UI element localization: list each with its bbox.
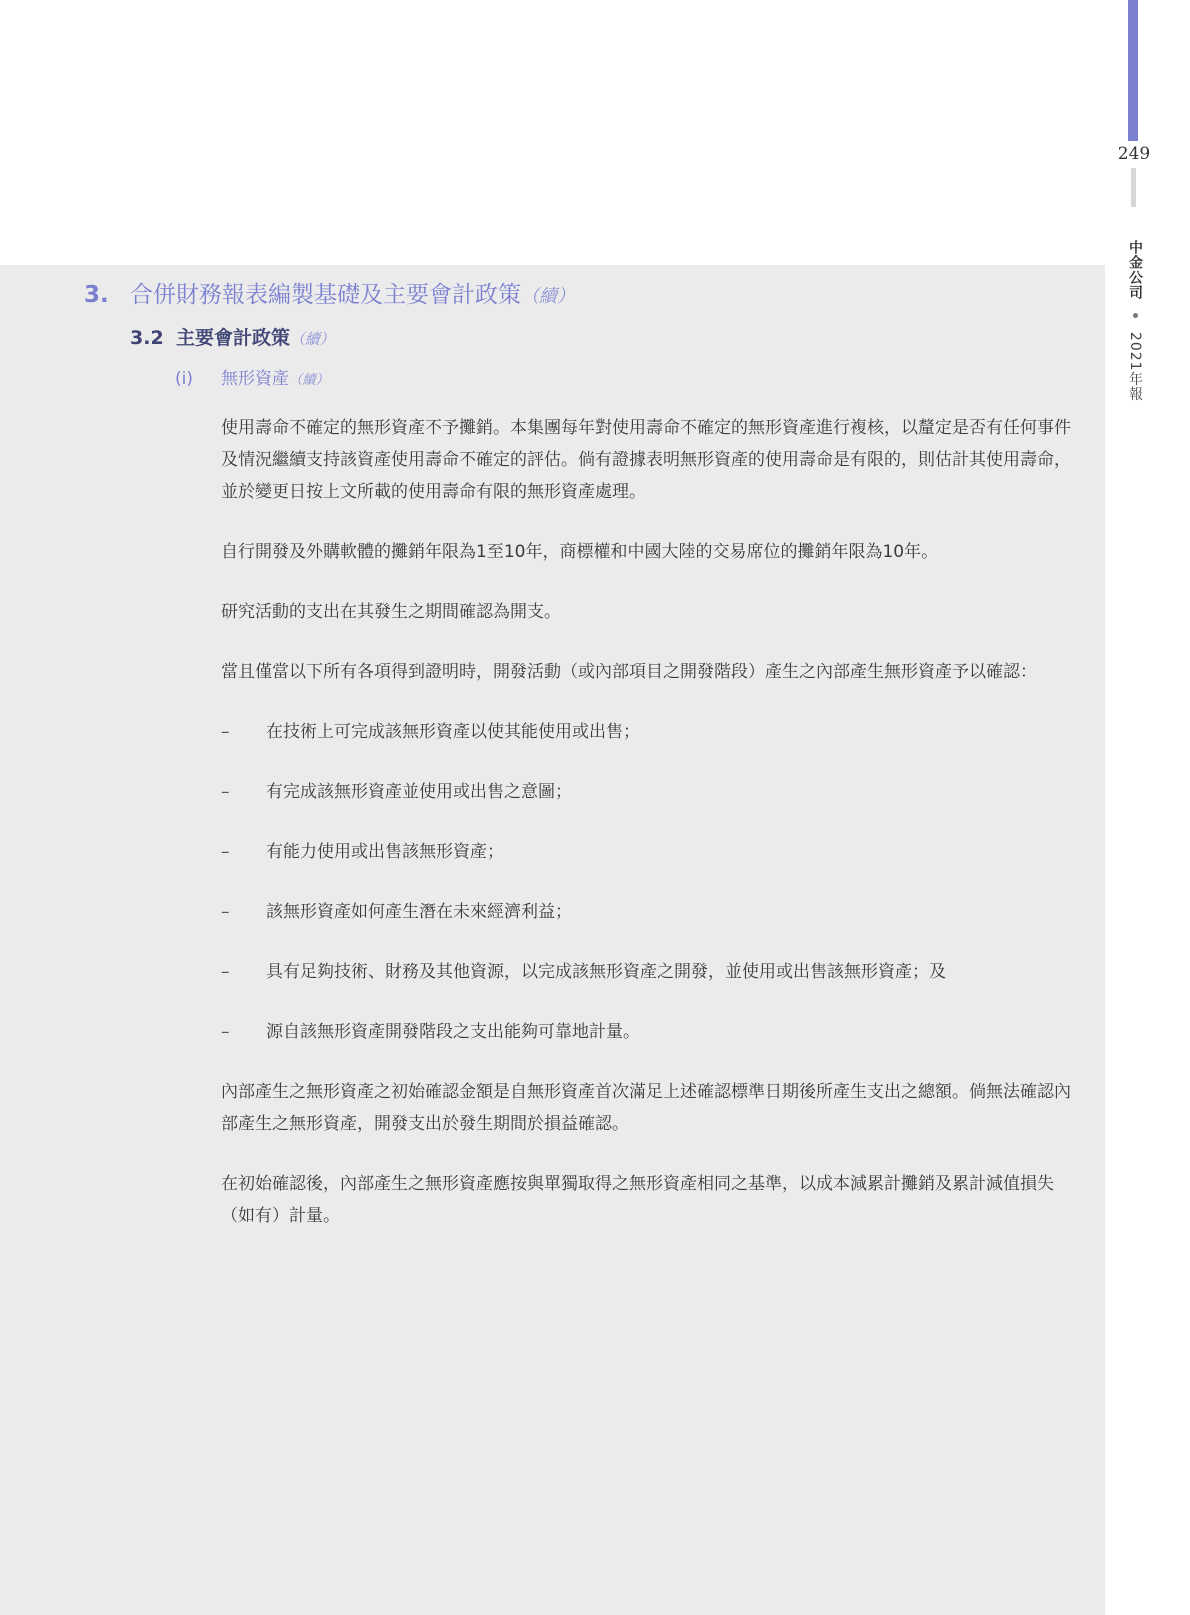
- list-item-text: 有能力使用或出售該無形資產；: [266, 842, 504, 862]
- list-item: [221, 836, 1077, 868]
- list-item: [221, 1016, 1077, 1048]
- bullet-dash: –: [221, 842, 230, 862]
- section-title: 合併財務報表編製基礎及主要會計政策: [130, 282, 521, 308]
- list-item-text: 源自該無形資產開發階段之支出能夠可靠地計量。: [266, 1022, 640, 1042]
- subsection-continued-marker: （續）: [290, 331, 335, 348]
- list-item-text: 有完成該無形資產並使用或出售之意圖；: [266, 782, 572, 802]
- side-divider-bar: [1131, 168, 1136, 207]
- section-number: 3.: [84, 282, 109, 308]
- section-continued-marker: （續）: [521, 286, 575, 307]
- section-heading: [84, 280, 575, 312]
- paragraph-research-expense: 研究活動的支出在其發生之期間確認為開支。: [221, 602, 561, 622]
- bullet-dash: –: [221, 962, 230, 982]
- list-item: [221, 776, 1077, 808]
- bullet-dash: –: [221, 1022, 230, 1042]
- subsection-number: 3.2: [130, 327, 164, 349]
- paragraph-recognition-criteria: 當且僅當以下所有各項得到證明時，開發活動（或內部項目之開發階段）產生之內部產生無形資產予以確認：: [221, 662, 1037, 682]
- list-item-text: 該無形資產如何產生潛在未來經濟利益；: [266, 902, 572, 922]
- paragraph-initial-recognition: 內部產生之無形資產之初始確認金額是自無形資產首次滿足上述確認標準日期後所產生支出之總額。倘無法確認內部產生之無形資產，開發支出於發生期間於損益確認。: [221, 1082, 1071, 1134]
- list-item: [221, 896, 1077, 928]
- subsection-title: 主要會計政策: [176, 327, 291, 349]
- company-name: 中金公司: [1127, 240, 1143, 300]
- paragraph-subsequent-measurement: 在初始確認後，內部產生之無形資產應按與單獨取得之無形資產相同之基準，以成本減累計攤銷及累計減值損失（如有）計量。: [221, 1174, 1054, 1226]
- list-item-text: 在技術上可完成該無形資產以使其能使用或出售；: [266, 722, 640, 742]
- subsection-heading: [130, 325, 334, 353]
- list-item: [221, 716, 1077, 748]
- item-continued-marker: （續）: [289, 373, 329, 388]
- paragraph-amortisation-period: 自行開發及外購軟體的攤銷年限為1至10年，商標權和中國大陸的交易席位的攤銷年限為10年。: [221, 542, 939, 562]
- body-text: [221, 412, 1077, 1260]
- bullet-dash: –: [221, 902, 230, 922]
- item-title: 無形資產: [221, 369, 289, 389]
- report-title: 2021年報: [1127, 331, 1143, 402]
- separator-dot: [1133, 313, 1138, 318]
- list-item: [221, 956, 1077, 988]
- side-caption: [1123, 240, 1147, 402]
- list-item-text: 具有足夠技術、財務及其他資源，以完成該無形資產之開發，並使用或出售該無形資產；及: [266, 962, 946, 982]
- item-number: (i): [175, 369, 193, 389]
- paragraph-indefinite-life: 使用壽命不確定的無形資產不予攤銷。本集團每年對使用壽命不確定的無形資產進行複核，以釐定是否有任何事件及情況繼續支持該資產使用壽命不確定的評估。倘有證據表明無形資產的使用壽命是有限的，則估計其使用壽命，並於變更日按上文所載的使用壽命有限的無形資產處理。: [221, 418, 1071, 502]
- side-accent-bar: [1128, 0, 1138, 141]
- page-number: 249: [1117, 144, 1151, 164]
- item-heading: [175, 367, 329, 393]
- bullet-dash: –: [221, 722, 230, 742]
- bullet-dash: –: [221, 782, 230, 802]
